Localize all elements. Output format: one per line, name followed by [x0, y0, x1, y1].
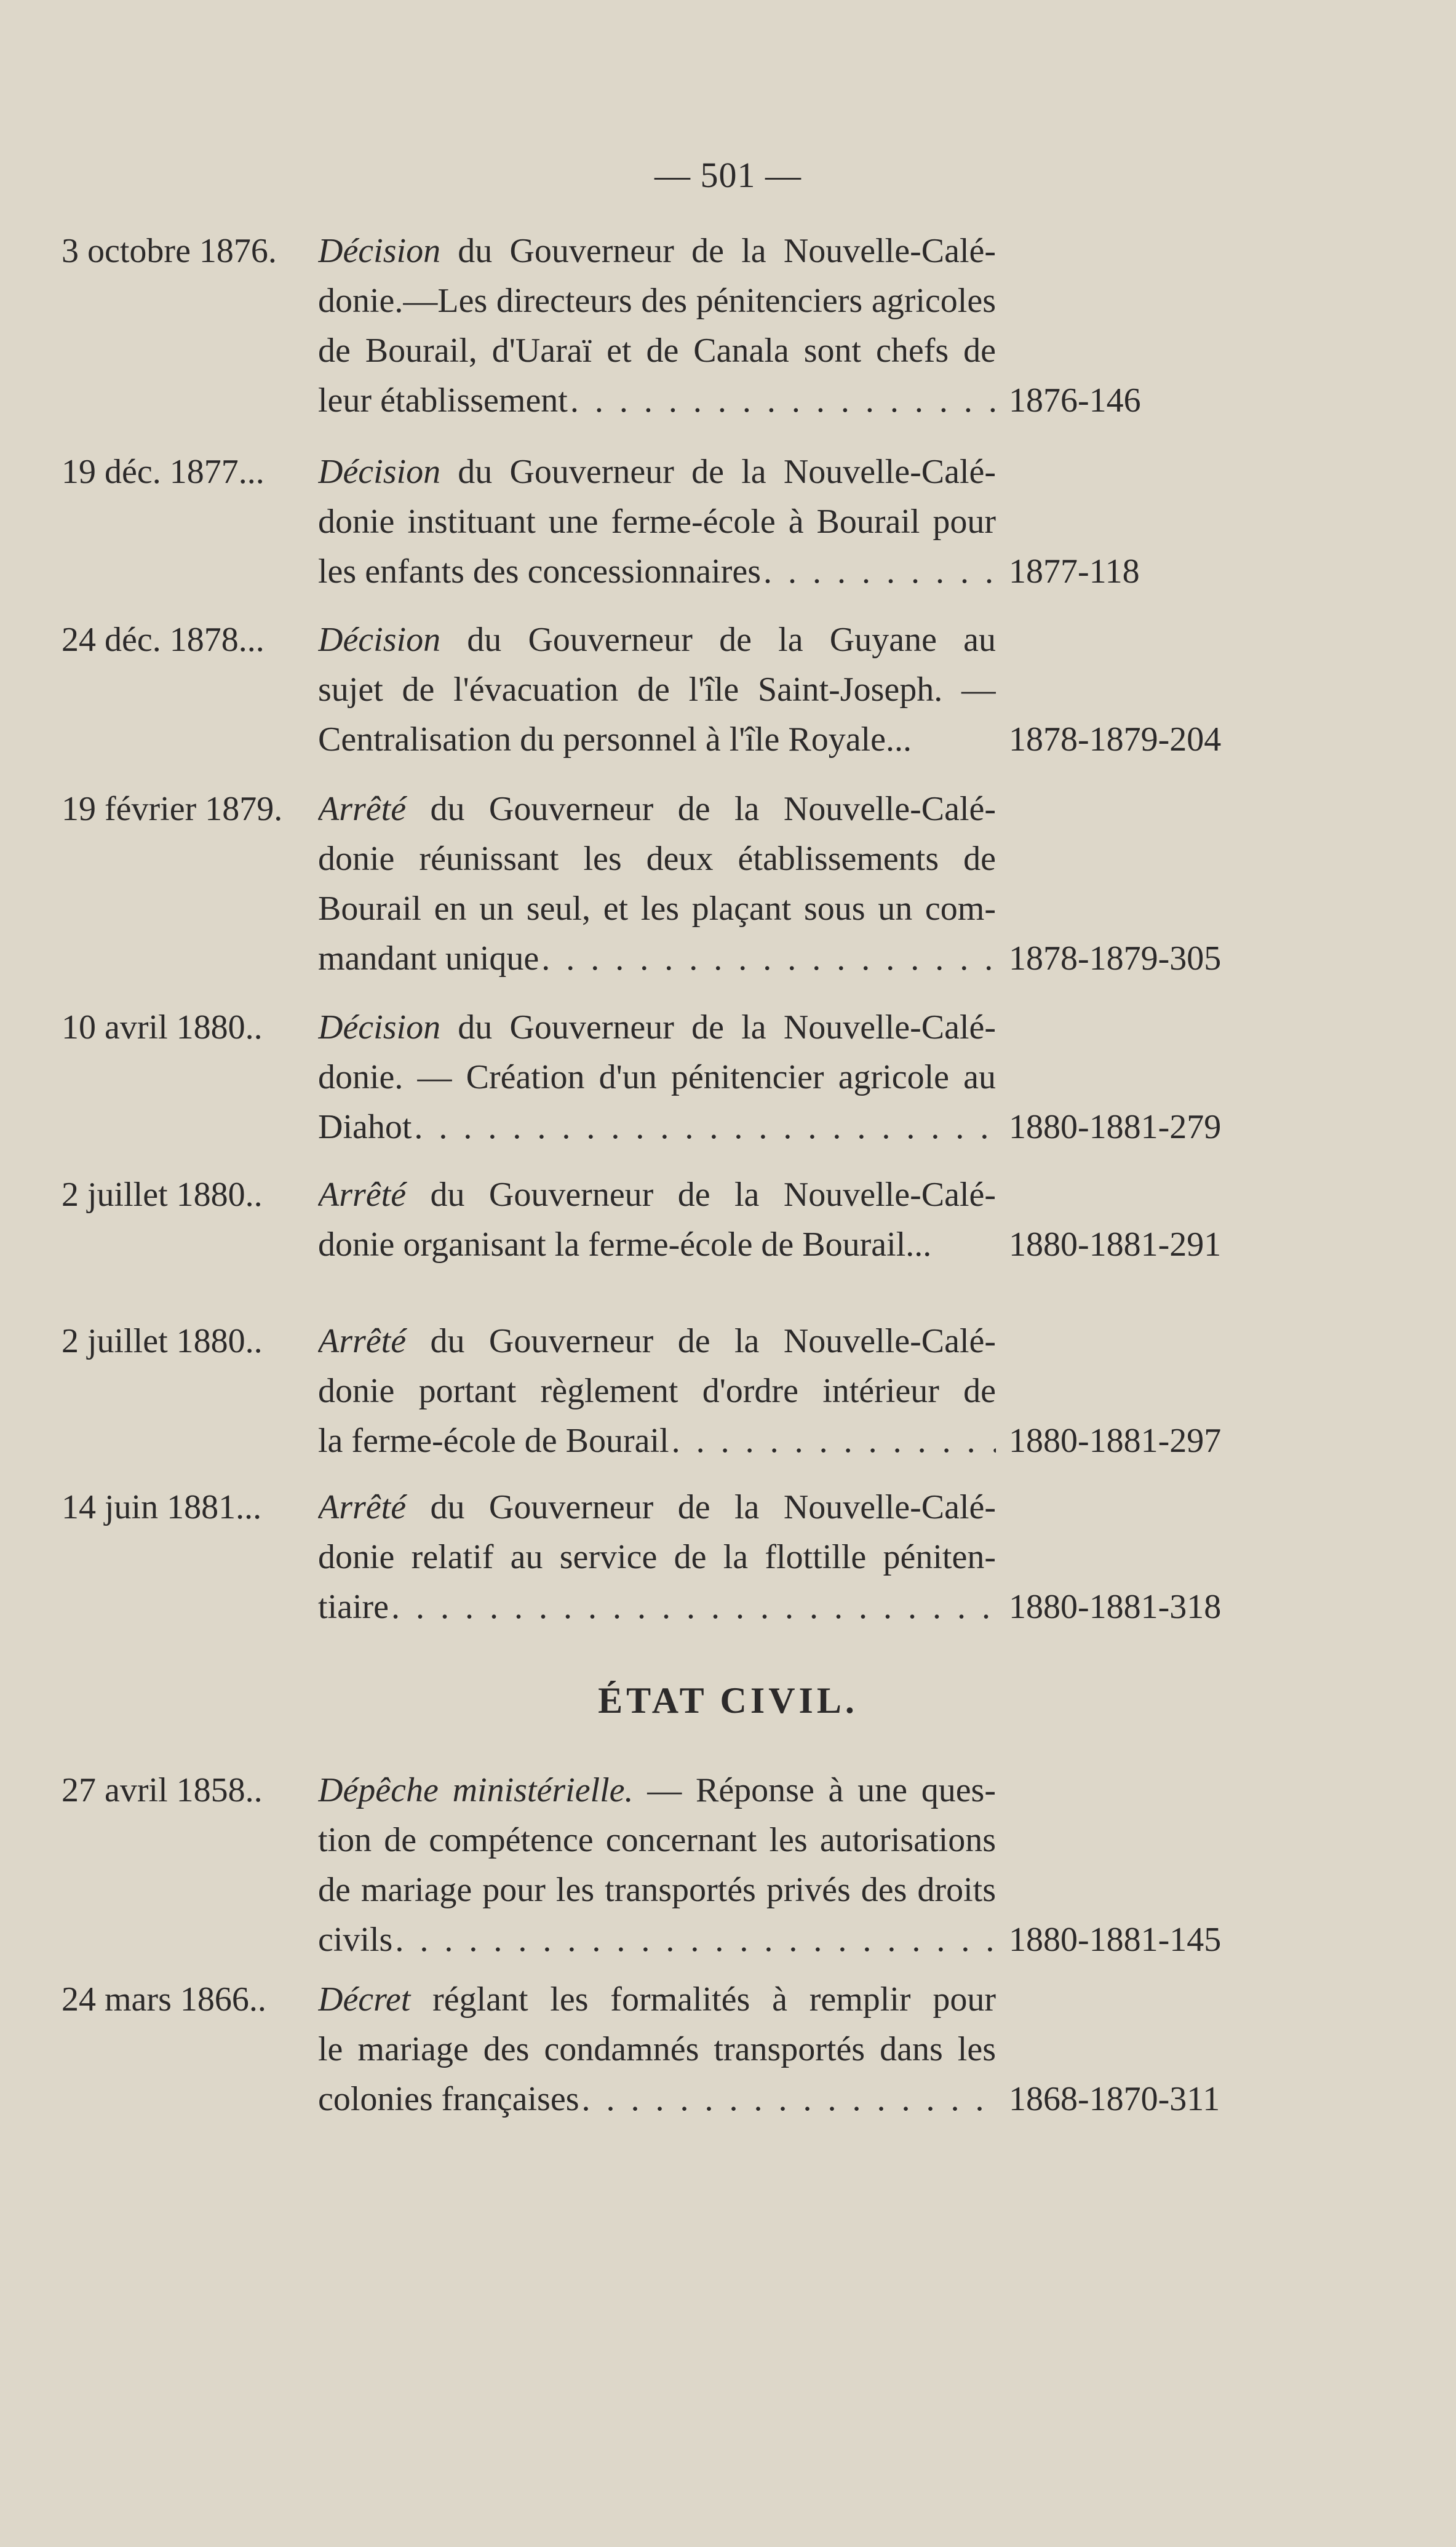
entry-text	[318, 615, 996, 765]
entry-line: Bourail en un seul, et les plaçant sous un com-	[318, 890, 996, 928]
entry-line: donie. — Création d'un pénitencier agricole au	[318, 1058, 996, 1096]
entry-date: 3 octobre 1876.	[62, 232, 277, 270]
entry-line: — Réponse à une ques-	[647, 1771, 996, 1809]
page-number: — 501 —	[654, 155, 802, 195]
entry-line: sujet de l'évacuation de l'île Saint-Joseph. —	[318, 671, 996, 709]
entry-date: 27 avril 1858..	[62, 1771, 263, 1809]
entry-reference: 1880-1881-145	[1009, 1921, 1222, 1959]
leader-dots	[763, 547, 996, 597]
entry-line: donie réunissant les deux établissements de	[318, 840, 996, 878]
entry-line: civils	[318, 1921, 393, 1959]
entry-line: donie.—Les directeurs des pénitenciers agricoles	[318, 282, 996, 320]
entry-line: les enfants des concessionnaires	[318, 552, 761, 591]
entry-line: du Gouverneur de la Nouvelle-Calé-	[458, 232, 996, 270]
leader-dots	[581, 2075, 996, 2124]
entry-line: du Gouverneur de la Nouvelle-Calé-	[458, 1008, 996, 1046]
entry-date: 2 juillet 1880..	[62, 1322, 263, 1360]
entry-type: Arrêté	[318, 1488, 407, 1526]
entry-line: du Gouverneur de la Guyane au	[467, 621, 996, 659]
leader-dots	[541, 934, 996, 984]
entry-line: Diahot	[318, 1108, 412, 1146]
entry-line: tion de compétence concernant les autorisations	[318, 1821, 996, 1859]
entry-type: Arrêté	[318, 1176, 407, 1214]
entry-line: donie relatif au service de la flottille péniten-	[318, 1538, 996, 1576]
entry-reference: 1880-1881-291	[1009, 1226, 1222, 1264]
entry-line: du Gouverneur de la Nouvelle-Calé-	[430, 1488, 996, 1526]
entry-text	[318, 1170, 996, 1270]
entry-line: donie instituant une ferme-école à Bourail pour	[318, 503, 996, 541]
entry-text	[318, 1003, 996, 1152]
entry-line: colonies françaises	[318, 2080, 579, 2118]
entry-reference: 1880-1881-318	[1009, 1588, 1222, 1626]
entry-type: Arrêté	[318, 790, 407, 828]
entry-line: réglant les formalités à remplir pour	[432, 1980, 996, 2019]
entry-line: du Gouverneur de la Nouvelle-Calé-	[430, 1176, 996, 1214]
entry-reference: 1880-1881-279	[1009, 1108, 1222, 1146]
entry-type: Décision	[318, 453, 441, 491]
section-title: ÉTAT CIVIL.	[598, 1680, 858, 1721]
entry-type: Dépêche ministérielle.	[318, 1771, 634, 1809]
entry-text	[318, 1766, 996, 1965]
entry-line: du Gouverneur de la Nouvelle-Calé-	[430, 790, 996, 828]
entry-text	[318, 784, 996, 984]
entry-type: Décret	[318, 1980, 411, 2019]
entry-date: 19 février 1879.	[62, 790, 283, 828]
leader-dots	[414, 1102, 996, 1152]
entry-type: Décision	[318, 621, 441, 659]
entry-text	[318, 1975, 996, 2124]
entry-date: 24 déc. 1878...	[62, 621, 265, 659]
leader-dots	[395, 1915, 996, 1965]
entry-date: 10 avril 1880..	[62, 1008, 263, 1046]
entry-line: du Gouverneur de la Nouvelle-Calé-	[458, 453, 996, 491]
entry-line: le mariage des condamnés transportés dans les	[318, 2030, 996, 2068]
entry-text	[318, 1317, 996, 1466]
entry-text	[318, 226, 996, 426]
entry-line: du Gouverneur de la Nouvelle-Calé-	[430, 1322, 996, 1360]
leader-dots	[672, 1416, 996, 1466]
entry-line: leur établissement	[318, 381, 568, 420]
entry-date: 24 mars 1866..	[62, 1980, 266, 2019]
entry-line: donie portant règlement d'ordre intérieur de	[318, 1372, 996, 1410]
entry-line: donie organisant la ferme-école de Bourail...	[318, 1226, 932, 1264]
entry-line: mandant unique	[318, 939, 539, 978]
entry-date: 14 juin 1881...	[62, 1488, 262, 1526]
entry-line: tiaire	[318, 1588, 389, 1626]
leader-dots	[391, 1582, 996, 1632]
entry-text	[318, 447, 996, 597]
entry-reference: 1878-1879-204	[1009, 720, 1222, 759]
entry-line: Centralisation du personnel à l'île Royale...	[318, 720, 912, 759]
entry-type: Décision	[318, 1008, 441, 1046]
entry-reference: 1868-1870-311	[1009, 2080, 1220, 2118]
entry-date: 2 juillet 1880..	[62, 1176, 263, 1214]
entry-text	[318, 1483, 996, 1632]
entry-reference: 1878-1879-305	[1009, 939, 1222, 978]
entry-line: la ferme-école de Bourail	[318, 1422, 669, 1460]
entry-line: de Bourail, d'Uaraï et de Canala sont chefs de	[318, 332, 996, 370]
entry-reference: 1880-1881-297	[1009, 1422, 1222, 1460]
entry-type: Arrêté	[318, 1322, 407, 1360]
entry-line: de mariage pour les transportés privés des droits	[318, 1871, 996, 1909]
entry-reference: 1877-118	[1009, 552, 1140, 591]
entry-reference: 1876-146	[1009, 381, 1141, 420]
entry-type: Décision	[318, 232, 441, 270]
leader-dots	[570, 376, 996, 426]
entry-date: 19 déc. 1877...	[62, 453, 265, 491]
